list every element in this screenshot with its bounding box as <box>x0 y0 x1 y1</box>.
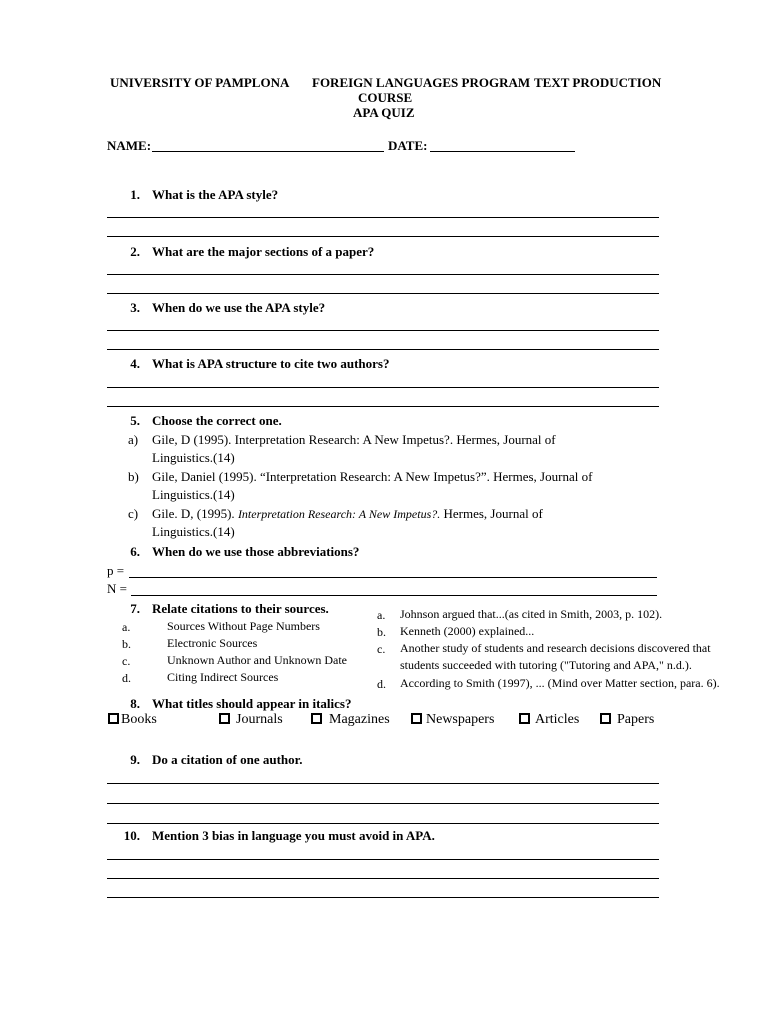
option-c-rest: Hermes, Journal of <box>440 506 543 521</box>
abbrev-n-label: N = <box>107 581 127 596</box>
answer-line[interactable] <box>107 783 659 784</box>
answer-line[interactable] <box>107 803 659 804</box>
answer-line[interactable] <box>107 236 659 237</box>
question-number: 8. <box>130 696 140 711</box>
source-label: b. <box>122 637 131 651</box>
source-item: Electronic Sources <box>167 636 258 650</box>
question-number: 6. <box>130 544 140 559</box>
quiz-title: APA QUIZ <box>353 105 415 120</box>
question-text: What is the APA style? <box>152 187 279 202</box>
citation-label: d. <box>377 677 386 691</box>
checkbox-label: Journals <box>236 712 283 727</box>
abbrev-p-label: p = <box>107 563 125 578</box>
option-c-text-cont: Linguistics.(14) <box>152 524 235 539</box>
option-a-text[interactable]: Gile, D (1995). Interpretation Research: A New Impetus?. Hermes, Journal of <box>152 432 556 447</box>
option-c-author: Gile. D, (1995). <box>152 506 238 521</box>
question-text: Choose the correct one. <box>152 413 282 428</box>
name-field[interactable] <box>152 151 384 152</box>
course-name-line2: COURSE <box>358 90 413 105</box>
question-number: 5. <box>130 413 140 428</box>
citation-label: b. <box>377 625 386 639</box>
answer-line[interactable] <box>107 274 659 275</box>
answer-line[interactable] <box>107 387 659 388</box>
option-b-text[interactable]: Gile, Daniel (1995). “Interpretation Research: A New Impetus?”. Hermes, Journal of <box>152 469 593 484</box>
citation-item: Johnson argued that...(as cited in Smith, 2003, p. 102). <box>400 607 663 621</box>
answer-line[interactable] <box>107 878 659 879</box>
question-text: When do we use the APA style? <box>152 300 326 315</box>
course-name-line1: TEXT PRODUCTION <box>534 75 662 90</box>
option-b-text-cont: Linguistics.(14) <box>152 487 235 502</box>
citation-item: Another study of students and research decisions discovered that <box>400 641 711 655</box>
question-text: Do a citation of one author. <box>152 752 303 767</box>
question-number: 7. <box>130 601 140 616</box>
question-number: 2. <box>130 244 140 259</box>
citation-label: a. <box>377 608 386 622</box>
option-b-label: b) <box>128 469 139 484</box>
answer-line[interactable] <box>107 823 659 824</box>
citation-label: c. <box>377 642 386 656</box>
citation-item-cont: students succeeded with tutoring ("Tutoring and APA," n.d.). <box>400 658 692 672</box>
option-c-title: Interpretation Research: A New Impetus?. <box>237 507 441 521</box>
question-number: 10. <box>123 828 140 843</box>
option-c-text[interactable] <box>152 506 543 522</box>
checkbox-papers[interactable] <box>600 713 611 724</box>
checkbox-newspapers[interactable] <box>411 713 422 724</box>
checkbox-journals[interactable] <box>219 713 230 724</box>
checkbox-articles[interactable] <box>519 713 530 724</box>
question-number: 3. <box>130 300 140 315</box>
abbrev-p-field[interactable] <box>129 577 657 578</box>
option-a-label: a) <box>128 432 139 447</box>
checkbox-label: Magazines <box>329 712 390 727</box>
question-number: 9. <box>130 752 140 767</box>
name-label: NAME: <box>107 138 152 153</box>
program-name: FOREIGN LANGUAGES PROGRAM <box>312 75 531 90</box>
option-a-text-cont: Linguistics.(14) <box>152 450 235 465</box>
checkbox-magazines[interactable] <box>311 713 322 724</box>
date-field[interactable] <box>430 151 575 152</box>
question-text: Relate citations to their sources. <box>152 601 329 616</box>
source-item: Unknown Author and Unknown Date <box>167 653 347 667</box>
source-label: a. <box>122 620 131 634</box>
option-c-label: c) <box>128 506 139 521</box>
answer-line[interactable] <box>107 217 659 218</box>
answer-line[interactable] <box>107 859 659 860</box>
answer-line[interactable] <box>107 293 659 294</box>
source-label: d. <box>122 671 131 685</box>
question-number: 4. <box>130 356 140 371</box>
date-label: DATE: <box>388 138 428 153</box>
source-item: Citing Indirect Sources <box>167 670 279 684</box>
checkbox-label: Articles <box>535 712 580 727</box>
checkbox-books[interactable] <box>108 713 119 724</box>
checkbox-label: Newspapers <box>426 712 495 727</box>
abbrev-n-field[interactable] <box>131 595 657 596</box>
question-text: Mention 3 bias in language you must avoid in APA. <box>152 828 435 843</box>
question-text: What are the major sections of a paper? <box>152 244 375 259</box>
source-item: Sources Without Page Numbers <box>167 619 320 633</box>
checkbox-label: Papers <box>617 712 655 727</box>
checkbox-label: Books <box>121 712 157 727</box>
source-label: c. <box>122 654 131 668</box>
answer-line[interactable] <box>107 897 659 898</box>
question-text: When do we use those abbreviations? <box>152 544 360 559</box>
answer-line[interactable] <box>107 406 659 407</box>
citation-item: Kenneth (2000) explained... <box>400 624 535 638</box>
citation-item: According to Smith (1997), ... (Mind over Matter section, para. 6). <box>400 676 720 690</box>
answer-line[interactable] <box>107 349 659 350</box>
university-name: UNIVERSITY OF PAMPLONA <box>110 75 290 90</box>
question-text: What titles should appear in italics? <box>152 696 352 711</box>
answer-line[interactable] <box>107 330 659 331</box>
question-text: What is APA structure to cite two authors? <box>152 356 390 371</box>
question-number: 1. <box>130 187 140 202</box>
